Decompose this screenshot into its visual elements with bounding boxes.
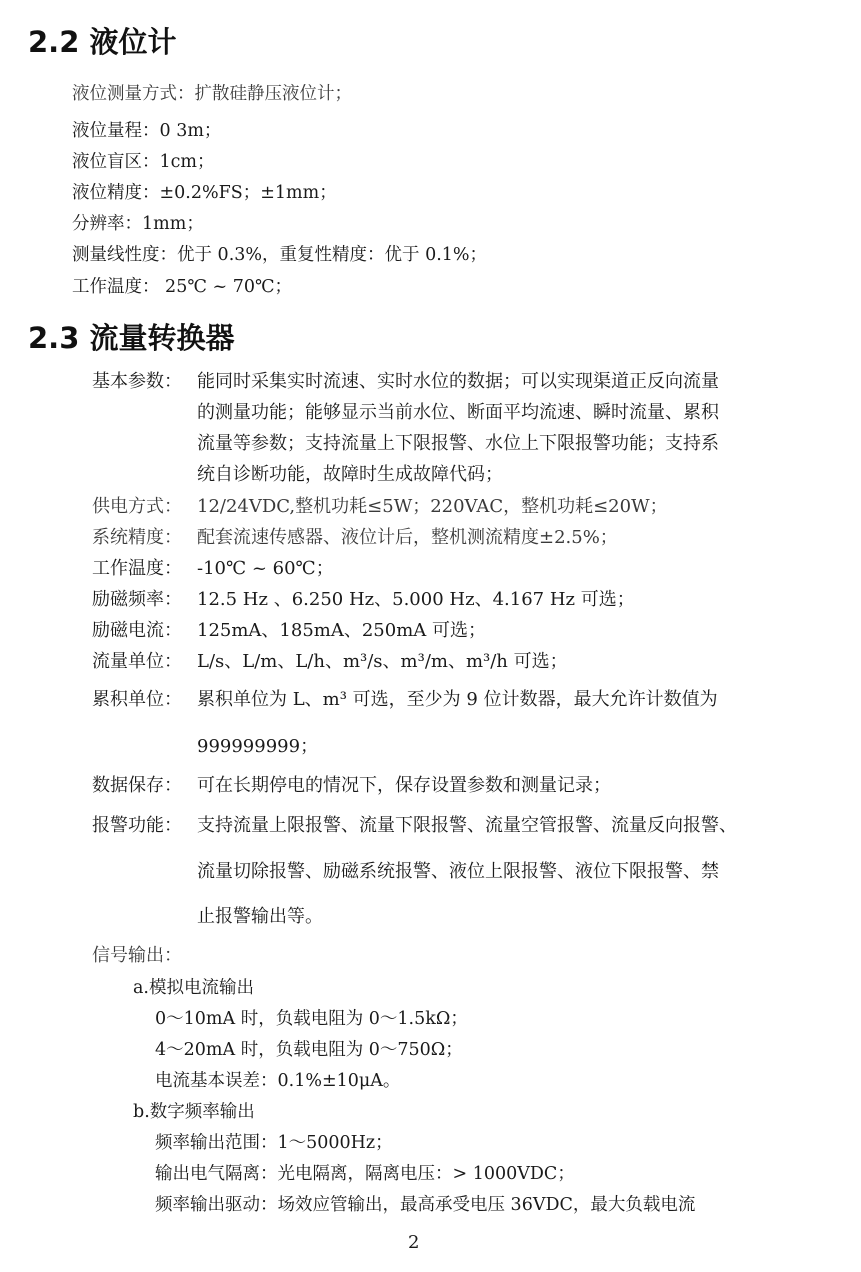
signal-output-label: 信号输出： xyxy=(92,945,182,966)
precision-label: 系统精度： xyxy=(92,527,182,548)
power-value: 12/24VDC,整机功耗≤5W；220VAC，整机功耗≤20W； xyxy=(197,496,668,517)
digital-output-line: 输出电气隔离：光电隔离，隔离电压：> 1000VDC； xyxy=(155,1164,575,1184)
temp-value: -10℃ ~ 60℃； xyxy=(197,558,334,579)
text-line: 测量线性度：优于 0.3%，重复性精度：优于 0.1%； xyxy=(72,245,488,265)
power-label: 供电方式： xyxy=(92,496,182,517)
cumulative-line: 累积单位为 L、m³ 可选，至少为 9 位计数器，最大允许计数值为 xyxy=(197,689,718,710)
section-heading-2-3: 2.3 流量转换器 xyxy=(28,321,235,355)
basic-params-line: 流量等参数；支持流量上下限报警、水位上下限报警功能；支持系 xyxy=(197,433,719,454)
basic-params-line: 统自诊断功能，故障时生成故障代码； xyxy=(197,464,503,485)
basic-params-label: 基本参数： xyxy=(92,371,182,392)
alarm-line: 止报警输出等。 xyxy=(197,906,323,927)
excite-current-label: 励磁电流： xyxy=(92,620,182,641)
section-heading-2-2: 2.2 液位计 xyxy=(28,25,177,59)
text-line: 液位量程：0 3m； xyxy=(72,121,222,141)
page-number: 2 xyxy=(408,1232,420,1253)
text-line: 液位精度：±0.2%FS；±1mm； xyxy=(72,183,337,203)
flow-unit-label: 流量单位： xyxy=(92,651,182,672)
flow-unit-value: L/s、L/m、L/h、m³/s、m³/m、m³/h 可选； xyxy=(197,651,568,672)
analog-output-line: 0～10mA 时，负载电阻为 0～1.5kΩ； xyxy=(155,1009,468,1029)
basic-params-line: 的测量功能；能够显示当前水位、断面平均流速、瞬时流量、累积 xyxy=(197,402,719,423)
analog-output-line: 4～20mA 时，负载电阻为 0～750Ω； xyxy=(155,1040,463,1060)
temp-label: 工作温度： xyxy=(92,558,182,579)
precision-value: 配套流速传感器、液位计后，整机测流精度±2.5%； xyxy=(197,527,618,548)
alarm-label: 报警功能： xyxy=(92,815,182,836)
analog-output-title: a.模拟电流输出 xyxy=(133,978,254,998)
digital-output-line: 频率输出驱动：场效应管输出，最高承受电压 36VDC，最大负载电流 xyxy=(155,1195,696,1215)
excite-freq-label: 励磁频率： xyxy=(92,589,182,610)
text-line: 液位测量方式：扩散硅静压液位计； xyxy=(72,84,352,104)
basic-params-line: 能同时采集实时流速、实时水位的数据；可以实现渠道正反向流量 xyxy=(197,371,719,392)
text-line: 分辨率：1mm； xyxy=(72,214,204,234)
alarm-line: 支持流量上限报警、流量下限报警、流量空管报警、流量反向报警、 xyxy=(197,815,737,836)
analog-output-line: 电流基本误差：0.1%±10μA。 xyxy=(155,1071,401,1091)
cumulative-label: 累积单位： xyxy=(92,689,182,710)
excite-freq-value: 12.5 Hz 、6.250 Hz、5.000 Hz、4.167 Hz 可选； xyxy=(197,589,635,610)
cumulative-line: 999999999； xyxy=(197,736,319,757)
storage-label: 数据保存： xyxy=(92,775,182,796)
text-line: 液位盲区：1cm； xyxy=(72,152,215,172)
digital-output-line: 频率输出范围：1～5000Hz； xyxy=(155,1133,393,1153)
text-line: 工作温度： 25℃ ~ 70℃； xyxy=(72,277,293,297)
digital-output-title: b.数字频率输出 xyxy=(133,1102,255,1122)
alarm-line: 流量切除报警、励磁系统报警、液位上限报警、液位下限报警、禁 xyxy=(197,861,719,882)
excite-current-value: 125mA、185mA、250mA 可选； xyxy=(197,620,486,641)
storage-value: 可在长期停电的情况下，保存设置参数和测量记录； xyxy=(197,775,611,796)
